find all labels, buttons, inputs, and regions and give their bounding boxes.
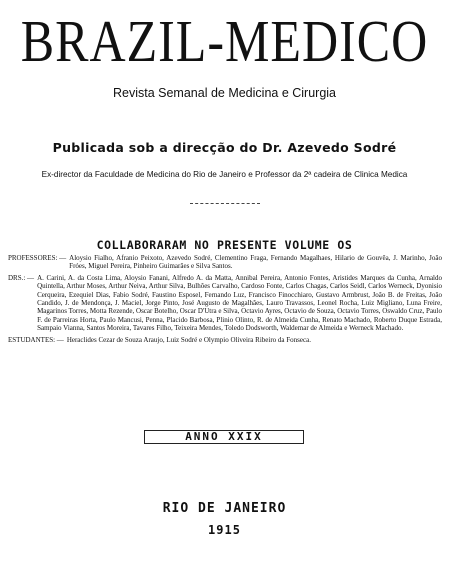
ornament-divider — [190, 203, 260, 204]
collaborators-heading: COLLABORARAM NO PRESENTE VOLUME OS — [96, 238, 353, 252]
drs-row — [8, 274, 442, 333]
drs-label: DRS.: — — [8, 273, 35, 282]
exdirector-line: Ex-director da Faculdade de Medicina do Rio de Janeiro e Professor da 2ª cadeira de Clinica Medica — [41, 170, 408, 179]
professores-row — [8, 254, 442, 271]
volume-year-box: ANNO XXIX — [144, 430, 304, 444]
publication-city: RIO DE JANEIRO — [162, 501, 287, 516]
professores-names: Aloysio Fialho, Afranio Peixoto, Azevedo Sodré, Clementino Fraga, Fernando Magalhaes, Hilario de Gouvêa, J. Marinho, João Fróes, Miguel Pereira, Pinheiro Guimarães e Silva Santos. — [69, 254, 442, 271]
publication-year: 1915 — [208, 523, 241, 537]
estudantes-names: Heraclides Cezar de Souza Araujo, Luiz Sodré e Olympio Oliveira Ribeiro da Fonseca. — [66, 335, 311, 344]
journal-subtitle: Revista Semanal de Medicina e Cirurgia — [112, 86, 337, 100]
direction-line: Publicada sob a direcção do Dr. Azevedo Sodré — [52, 140, 397, 155]
estudantes-row — [8, 336, 442, 344]
estudantes-label: ESTUDANTES: — — [8, 335, 64, 344]
professores-label: PROFESSORES: — — [8, 254, 67, 262]
drs-names: A. Carini, A. da Costa Lima, Aloysio Fanani, Alfredo A. da Matta, Annibal Pereira, Antonio Fontes, Aristides Marques da Cunha, Arnaldo Quintella, Arthur Moses, Arthur Neiva, Arthur Silva, Bulhões Carvalho, Cardoso Fonte, Carlos Chagas, Carlos Seidl, Carlos Werneck, Dyonisio Cerqueira, Ezequiel Dias, Fabio Sodré, Faustino Esposel, Fernando Luz, Francisco Finocchiaro, Gustavo Armbrust, João B. de Freitas, João Candido, J. de Mendonça, J. Maciel, Jorge Pinto, José Augusto de Magalhães, Lauro Travassos, Leonel Rocha, Luiz Migliano, Luna Freire, Magarinos Torres, Motta Rezende, Oscar Botelho, Oscar D'Utra e Silva, Octavio Ayres, Octavio de Souza, Octavio Torres, Oswaldo Cruz, Paulo F. de Parreiras Horta, Paulo Mancusi, Penna, Placido Barbosa, Plinio Olinto, R. de Almeida Cunha, Renato Machado, Roberto Duque Estrada, Sampaio Vianna, Santos Moreira, Tavares Filho, Teixeira Mendes, Toledo Dodsworth, Waldemar de Almeida e Werneck Machado. — [37, 273, 442, 333]
collaborators-list — [8, 254, 442, 344]
journal-title: BRAZIL-MEDICO — [20, 8, 429, 75]
